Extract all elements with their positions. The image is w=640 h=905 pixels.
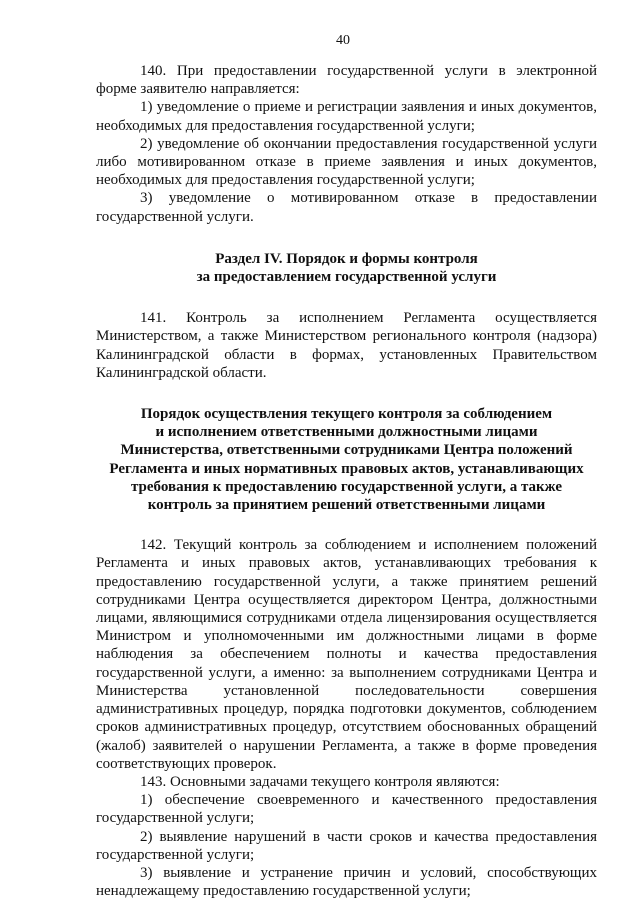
paragraph-142 [96, 536, 597, 773]
section-heading-line-1: Раздел IV. Порядок и формы контроля [215, 250, 478, 267]
paragraph-143-lead: 143. Основными задачами текущего контроля являются: [140, 773, 500, 790]
paragraph-140-item-3: 3) уведомление о мотивированном отказе в предоставлении государственной услуги. [96, 190, 597, 225]
section-heading [96, 250, 597, 286]
subsection-heading-line-1: Порядок осуществления текущего контроля за соблюдением [140, 406, 553, 423]
subsection-heading [96, 405, 597, 514]
document-page [96, 0, 597, 900]
paragraph-143 [96, 773, 597, 900]
paragraph-143-item-1: 1) обеспечение своевременного и качественного предоставления государственной услуги; [96, 792, 597, 827]
paragraph-140 [96, 62, 597, 226]
paragraph-143-item-3: 3) выявление и устранение причин и условий, способствующих ненадлежащему предоставлению государственной услуги; [96, 864, 597, 900]
paragraph-143-item-2: 2) выявление нарушений в части сроков и качества предоставления государственной услуги; [96, 828, 597, 863]
paragraph-141 [96, 309, 597, 382]
page-number: 40 [336, 33, 350, 48]
paragraph-140-item-1: 1) уведомление о приеме и регистрации заявления и иных документов, необходимых для предоставления государственной услуги; [96, 99, 597, 134]
subsection-heading-line-2: и исполнением ответственными должностными лицами [155, 424, 538, 441]
paragraph-141-text: 141. Контроль за исполнением Регламента осуществляется Министерством, а также Министерством регионального контроля (надзора) Калининградской области в формах, установленных Правительством Калининградской области. [96, 310, 597, 381]
section-heading-line-2: за предоставлением государственной услуги [196, 269, 497, 286]
subsection-heading-line-6: контроль за принятием решений ответственными лицами [147, 497, 546, 514]
subsection-heading-line-5: требования к предоставлению государственной услуги, а также [130, 478, 563, 495]
paragraph-140-lead: 140. При предоставлении государственной услуги в электронной форме заявителю направляется: [96, 63, 597, 98]
subsection-heading-line-3: Министерства, ответственными сотрудниками Центра положений [120, 442, 573, 459]
subsection-heading-line-4: Регламента и иных нормативных правовых актов, устанавливающих [109, 460, 584, 477]
paragraph-140-item-2: 2) уведомление об окончании предоставления государственной услуги либо мотивированном отказе в приеме заявления и иных документов, необходимых для предоставления государственной услуги; [96, 135, 597, 189]
paragraph-142-text: 142. Текущий контроль за соблюдением и исполнением положений Регламента и иных правовых актов, устанавливающих требования к предоставлению государственной услуги, а также принятием решений сотрудниками Центра осуществляется директором Центра, должностными лицами, являющимися сотрудниками отдела лицензирования осуществляется Министром и уполномоченными им должностными лицами в форме наблюдения за обеспечением полноты и качества предоставления государственной услуги, а именно: за выполнением сотрудниками Центра и Министерства установленной последовательности совершения административных процедур, порядка подготовки документов, соблюдением сроков административных процедур, отсутствием обоснованных обращений (жалоб) заявителей о нарушении Регламента, а также в форме проведения соответствующих проверок. [96, 537, 597, 772]
